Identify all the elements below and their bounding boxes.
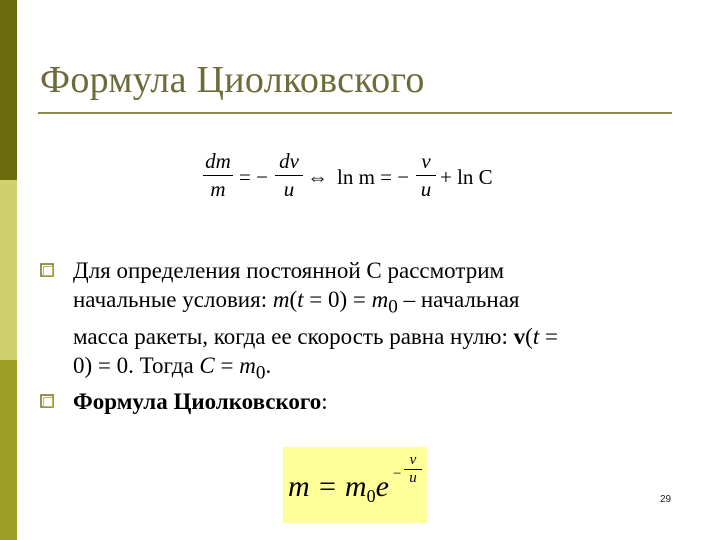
subscript-zero: 0 [255, 362, 266, 384]
tsiolkovsky-formula [288, 470, 389, 507]
text-span: . [265, 352, 272, 378]
var-t: t [532, 323, 540, 349]
var-m: m [272, 287, 290, 312]
text-span: ( [289, 287, 298, 312]
ln-m-term: ln m = − [337, 165, 410, 189]
equals-minus: = − [239, 165, 268, 189]
bullet-line-1 [73, 387, 680, 416]
bullet-line-2 [73, 285, 680, 322]
var-C: C [199, 352, 215, 378]
text-span: = 0) = [303, 287, 372, 312]
bullet-item-initial-conditions [40, 256, 680, 387]
fraction-denominator: u [420, 177, 432, 202]
fraction-numerator: dv [279, 149, 299, 173]
text-span: начальные условия: [73, 287, 273, 312]
title-underline [38, 112, 672, 114]
text-span: = [214, 352, 240, 378]
sidebar-band-top [0, 0, 17, 180]
var-m0: m [371, 287, 389, 312]
hollow-square-icon [40, 394, 55, 409]
text-span: = [539, 323, 558, 349]
hollow-square-icon [40, 263, 55, 278]
plus-ln-c-term: + ln C [440, 165, 493, 189]
fraction-numerator: dm [205, 149, 231, 173]
page-number: 29 [660, 494, 672, 505]
formula-heading-bold: Формула Циолковского [73, 389, 322, 415]
fraction-dm-m [203, 150, 233, 200]
var-m0: m [239, 352, 256, 378]
var-t: t [297, 287, 304, 312]
slide-title: Формула Циолковского [40, 59, 425, 101]
subscript-zero: 0 [388, 296, 398, 318]
sidebar-band-bottom [0, 360, 17, 540]
subscript-zero: 0 [366, 486, 376, 506]
fraction-denominator: u [283, 177, 295, 202]
text-span: – начальная [397, 287, 520, 312]
fraction-numerator: v [421, 149, 431, 173]
bullet-line-4 [73, 351, 680, 388]
sidebar-decoration [0, 0, 17, 540]
formula-exponent [393, 452, 425, 498]
text-span: 0) = 0. Тогда [73, 352, 200, 378]
formula-lhs: m = m [288, 470, 367, 503]
fraction-v-u [416, 150, 436, 200]
exponent-fraction [404, 452, 422, 487]
sidebar-band-middle [0, 180, 17, 360]
bullet-line-1: Для определения постоянной С рассмотрим [73, 258, 505, 283]
fraction-bar [275, 175, 303, 176]
fraction-denominator: u [409, 470, 417, 486]
bullet-line-3 [73, 322, 680, 351]
fraction-bar [416, 175, 436, 176]
equivalence-icon: ⇔ [307, 165, 328, 189]
differential-equation [203, 150, 503, 210]
bullet-list [40, 256, 680, 416]
bullet-item-formula-heading [40, 387, 680, 416]
fraction-numerator: v [409, 452, 417, 468]
text-span: масса ракеты, когда ее скорость равна нулю: [73, 323, 514, 349]
text-span: ( [525, 323, 533, 349]
exponent-base-e: e [375, 470, 389, 503]
fraction-denominator: m [210, 177, 226, 202]
text-span: : [321, 389, 328, 415]
fraction-bar [203, 175, 233, 176]
fraction-dv-u [275, 150, 303, 200]
var-v-bold: v [513, 323, 526, 349]
exponent-minus: − [393, 466, 402, 482]
